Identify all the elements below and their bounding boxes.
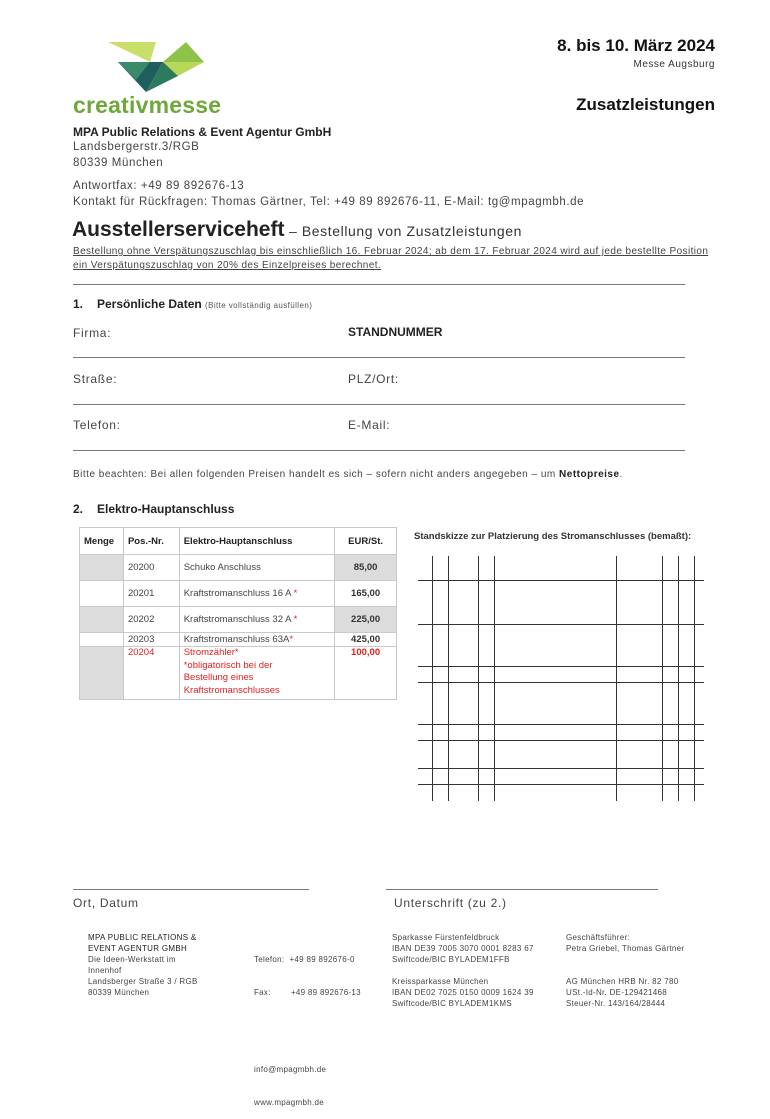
event-date: 8. bis 10. März 2024 [557, 36, 715, 55]
item-description [179, 607, 334, 633]
footer-bank [392, 932, 557, 1009]
price-note-suffix: . [619, 469, 623, 480]
item-price: 165,00 [335, 581, 397, 607]
footer-line: Petra Griebel, Thomas Gärtner [566, 944, 685, 953]
grid-line [418, 682, 704, 683]
grid-line [418, 666, 704, 667]
table-row [80, 607, 397, 633]
footer-line: MPA PUBLIC RELATIONS & [88, 933, 197, 942]
standnummer-label: STANDNUMMER [348, 325, 443, 339]
section1-heading [73, 297, 312, 311]
grid-line [478, 556, 479, 801]
footer-line: Geschäftsführer: [566, 933, 630, 942]
event-venue: Messe Augsburg [633, 59, 715, 70]
table-row-red [80, 647, 397, 700]
footer-company [88, 932, 238, 998]
fax-line: Antwortfax: +49 89 892676-13 [73, 180, 245, 192]
footer-line: Sparkasse Fürstenfeldbruck [392, 933, 500, 942]
sketch-grid[interactable] [418, 556, 704, 801]
main-title [72, 218, 522, 242]
grid-line [662, 556, 663, 801]
organizer-city: 80339 München [73, 157, 164, 169]
item-description-text: Kraftstromanschluss 63A [183, 633, 290, 645]
section2-number: 2. [73, 502, 84, 516]
col-header-desc: Elektro-Hauptanschluss [179, 528, 334, 555]
grid-line [448, 556, 449, 801]
table-row [80, 555, 397, 581]
grid-line [616, 556, 617, 801]
asterisk: * [289, 633, 294, 645]
section1-number: 1. [73, 297, 84, 311]
item-description: Schuko Anschluss [179, 555, 334, 581]
section1-title: Persönliche Daten [97, 297, 202, 311]
place-date-line[interactable] [73, 889, 309, 890]
organizer-street: Landsbergerstr.3/RGB [73, 141, 200, 153]
firma-label: Firma: [73, 326, 112, 340]
section1-hint: (Bitte vollständig ausfüllen) [205, 301, 313, 310]
document-type: Zusatzleistungen [576, 95, 715, 114]
footer-line: AG München HRB Nr. 82 780 [566, 977, 679, 986]
pos-number: 20200 [123, 555, 179, 581]
menge-input[interactable] [80, 633, 124, 647]
col-header-menge: Menge [80, 528, 124, 555]
item-description [179, 633, 334, 647]
organizer-name: MPA Public Relations & Event Agentur GmbH [73, 125, 332, 139]
pos-number: 20202 [123, 607, 179, 633]
grid-line [694, 556, 695, 801]
logo-text: creativmesse [73, 92, 222, 118]
footer-line: Die Ideen-Werkstatt im [88, 955, 176, 964]
strasse-label: Straße: [73, 372, 118, 386]
sketch-title: Standskizze zur Platzierung des Stromanschlusses (bemaßt): [414, 531, 692, 542]
col-header-pos: Pos.-Nr. [123, 528, 179, 555]
table-header-row [80, 528, 397, 555]
pos-number: 20203 [123, 633, 179, 647]
grid-line [678, 556, 679, 801]
footer-contact [254, 932, 384, 1119]
grid-line [418, 784, 704, 785]
main-title-text: Ausstellerserviceheft [72, 218, 285, 241]
item-price: 100,00 [335, 647, 397, 700]
footer-line: IBAN DE39 7005 3070 0001 8283 67 [392, 944, 534, 953]
menge-input[interactable] [80, 647, 124, 700]
footer-line: Landsberger Straße 3 / RGB [88, 977, 198, 986]
footer-line: USt.-Id-Nr. DE-129421468 [566, 988, 668, 997]
red-line-3: Bestellung eines [183, 672, 254, 683]
place-date-label: Ort, Datum [73, 896, 139, 910]
grid-line [418, 740, 704, 741]
item-description-text: Kraftstromanschluss 16 A [183, 588, 291, 599]
grid-line [418, 624, 704, 625]
plz-label: PLZ/Ort: [348, 372, 399, 386]
footer-line: Fax: +49 89 892676-13 [254, 988, 361, 997]
price-note-prefix: Bitte beachten: Bei allen folgenden Preisen handelt es sich – sofern nicht anders angegeben – um [73, 469, 560, 480]
section2-title: Elektro-Hauptanschluss [97, 502, 235, 516]
footer-line: Innenhof [88, 966, 122, 975]
contact-line: Kontakt für Rückfragen: Thomas Gärtner, Tel: +49 89 892676-11, E-Mail: tg@mpagmbh.de [73, 196, 585, 208]
footer-line: Steuer-Nr. 143/164/28444 [566, 999, 666, 1008]
table-row [80, 581, 397, 607]
footer-line: IBAN DE02 7025 0150 0009 1624 39 [392, 988, 534, 997]
signature-label: Unterschrift (zu 2.) [394, 896, 507, 910]
red-line-1: Stromzähler* [183, 647, 239, 658]
col-header-price: EUR/St. [335, 528, 397, 555]
grid-line [418, 768, 704, 769]
red-line-4: Kraftstromanschlusses [183, 684, 280, 696]
grid-line [494, 556, 495, 801]
pos-number: 20201 [123, 581, 179, 607]
item-price: 225,00 [335, 607, 397, 633]
strasse-field-line[interactable] [73, 404, 685, 405]
signature-line[interactable] [386, 889, 658, 890]
email-label: E-Mail: [348, 418, 391, 432]
main-title-sub: – Bestellung von Zusatzleistungen [284, 223, 522, 239]
menge-input[interactable] [80, 555, 124, 581]
grid-line [418, 580, 704, 581]
creativmesse-logo-icon [108, 40, 208, 94]
grid-line [418, 724, 704, 725]
asterisk: * [293, 588, 298, 599]
menge-input[interactable] [80, 581, 124, 607]
item-description [179, 581, 334, 607]
footer-line: Swiftcode/BIC BYLADEM1KMS [392, 999, 512, 1008]
footer-line: Swiftcode/BIC BYLADEM1FFB [392, 955, 510, 964]
elektro-table [79, 527, 397, 700]
telefon-field-line[interactable] [73, 450, 685, 451]
footer-line: EVENT AGENTUR GMBH [88, 944, 188, 953]
item-price: 85,00 [335, 555, 397, 581]
footer-email-link[interactable]: info@mpagmbh.de [254, 1065, 327, 1074]
footer-web-link[interactable]: www.mpagmbh.de [254, 1098, 325, 1107]
table-row [80, 633, 397, 647]
price-note-bold: Nettopreise [559, 469, 620, 480]
grid-line [432, 556, 433, 801]
footer-legal [566, 932, 706, 1009]
red-line-2: *obligatorisch bei der [183, 659, 273, 671]
pos-number: 20204 [123, 647, 179, 700]
price-note [73, 469, 623, 480]
firma-field-line[interactable] [73, 357, 685, 358]
footer-line: Telefon: +49 89 892676-0 [254, 955, 355, 964]
divider [73, 284, 685, 285]
item-description-text: Kraftstromanschluss 32 A [183, 614, 291, 625]
asterisk: * [293, 614, 298, 625]
late-fee-notice: Bestellung ohne Verspätungszuschlag bis einschließlich 16. Februar 2024; ab dem 17. Februar 2024 wird auf jede bestellte Position ein Verspätungszuschlag von 20% des Einzelpreises berechnet. [73, 246, 709, 271]
item-price: 425,00 [335, 633, 397, 647]
footer-line: 80339 München [88, 988, 150, 997]
footer-line: Kreissparkasse München [392, 977, 489, 986]
menge-input[interactable] [80, 607, 124, 633]
telefon-label: Telefon: [73, 418, 121, 432]
item-description-red [179, 647, 334, 700]
section2-heading [73, 502, 234, 516]
